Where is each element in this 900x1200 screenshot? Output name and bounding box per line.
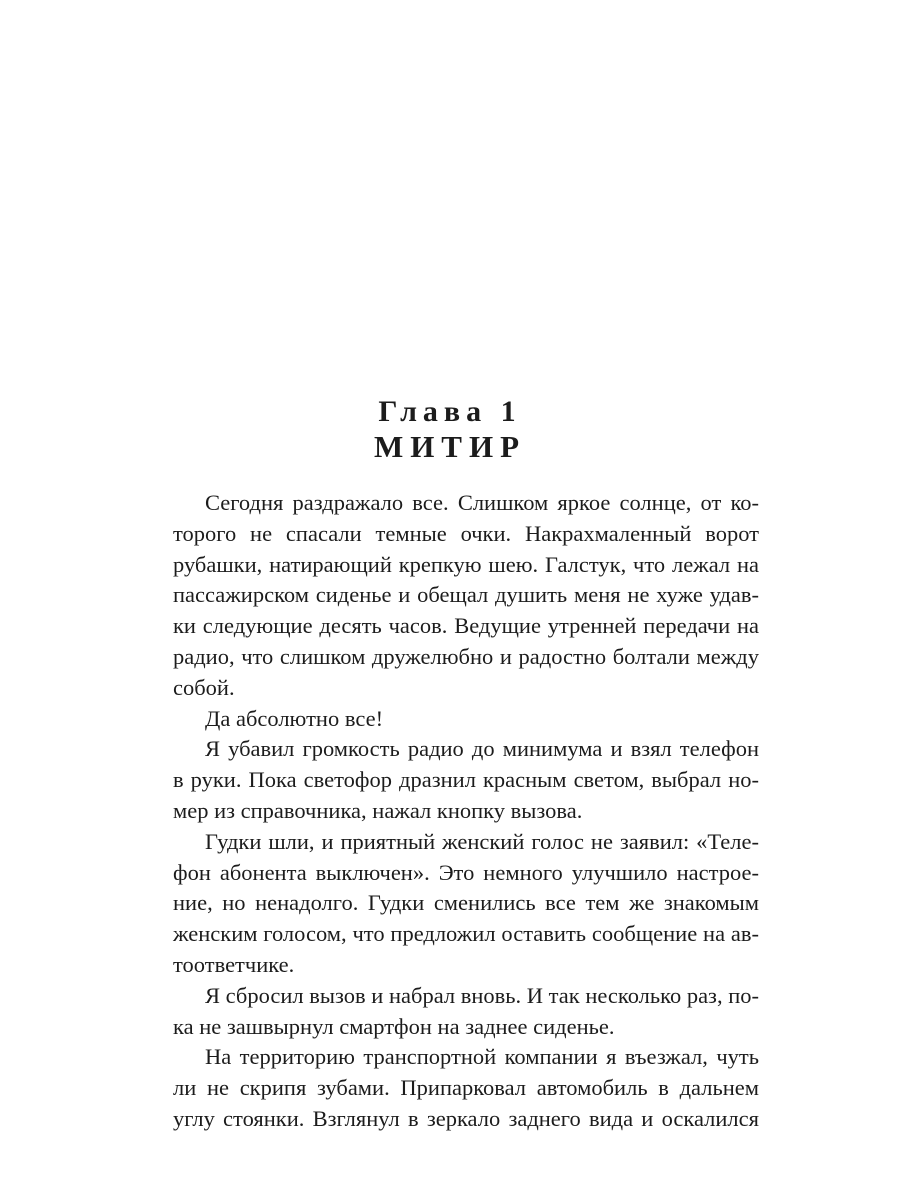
text-line: Да абсолютно все!	[205, 705, 384, 731]
text-line: тоответчике.	[173, 951, 295, 977]
text-line: ки следующие десять часов. Ведущие утренней передачи на	[173, 613, 759, 639]
text-line: собой.	[173, 674, 235, 700]
text-line: фон абонента выключен». Это немного улучшило настрое-	[173, 859, 759, 885]
text-line: пассажирском сиденье и обещал душить меня не хуже удав-	[173, 582, 759, 608]
text-line: Гудки шли, и приятный женский голос не заявил: «Теле-	[205, 828, 759, 854]
paragraph	[141, 488, 759, 704]
chapter-text	[141, 488, 759, 1135]
paragraph	[141, 981, 759, 1043]
paragraph	[141, 827, 759, 981]
text-line: На территорию транспортной компании я въезжал, чуть	[205, 1044, 759, 1070]
paragraph	[141, 734, 759, 826]
text-line: Я сбросил вызов и набрал вновь. И так несколько раз, по-	[205, 982, 759, 1008]
text-line: рубашки, натирающий крепкую шею. Галстук, что лежал на	[173, 551, 759, 577]
text-line: мер из справочника, нажал кнопку вызова.	[173, 797, 583, 823]
text-line: радио, что слишком дружелюбно и радостно болтали между	[173, 643, 759, 669]
text-line: Сегодня раздражало все. Слишком яркое солнце, от ко-	[205, 490, 759, 515]
text-line: женским голосом, что предложил оставить сообщение на ав-	[173, 921, 759, 947]
text-line: углу стоянки. Взглянул в зеркало заднего вида и оскалился	[173, 1105, 759, 1131]
text-line: Я убавил громкость радио до минимума и взял телефон	[205, 736, 759, 762]
paragraph	[141, 704, 759, 735]
text-line: ние, но ненадолго. Гудки сменились все тем же знакомым	[173, 890, 759, 916]
chapter-title: МИТИР	[373, 429, 527, 464]
paragraph	[141, 1042, 759, 1134]
chapter-heading	[0, 395, 900, 465]
text-line: ка не зашвырнул смартфон на заднее сиденье.	[173, 1013, 615, 1039]
text-line: ли не скрипя зубами. Припарковал автомобиль в дальнем	[173, 1075, 759, 1101]
text-line: в руки. Пока светофор дразнил красным светом, выбрал но-	[173, 767, 759, 793]
text-line: торого не спасали темные очки. Накрахмаленный ворот	[173, 520, 759, 546]
chapter-number: Глава 1	[378, 395, 522, 428]
